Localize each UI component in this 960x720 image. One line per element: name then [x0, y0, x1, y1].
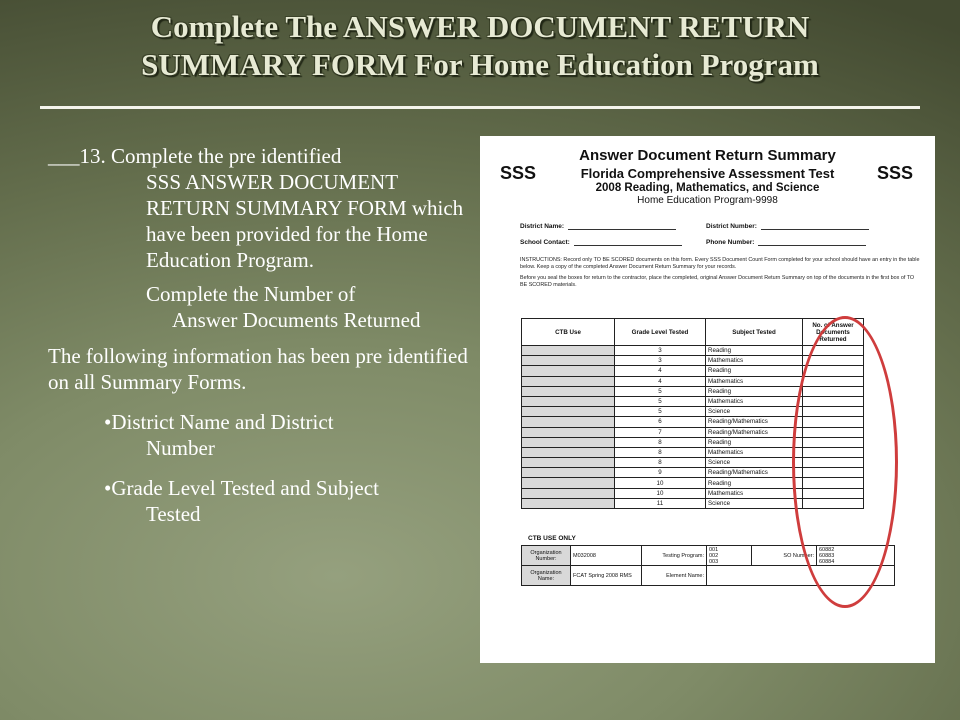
step-13 — [48, 143, 468, 273]
sub-step-line1: Complete the Number of — [146, 282, 356, 306]
phone-number-label: Phone Number: — [706, 239, 755, 246]
highlight-ellipse — [792, 316, 898, 608]
subject-cell: Mathematics — [706, 376, 803, 386]
col-ctb-use: CTB Use — [522, 319, 615, 346]
ctb-use-cell — [522, 427, 615, 437]
subject-cell: Mathematics — [706, 396, 803, 406]
form-instructions-2: Before you seal the boxes for return to the contractor, place the completed, original Answer Document Return Summary on top of the documents in the first box of TO BE SCORED materials. — [520, 275, 915, 288]
subject-cell: Mathematics — [706, 447, 803, 457]
grade-cell: 5 — [615, 407, 706, 417]
district-number-label: District Number: — [706, 223, 757, 230]
org-number-value: M032008 — [571, 546, 642, 566]
ctb-use-cell — [522, 437, 615, 447]
org-name-label: Organization Name: — [522, 566, 571, 586]
ctb-use-cell — [522, 346, 615, 356]
step-number: ___13. — [48, 144, 106, 168]
form-instructions: INSTRUCTIONS: Record only TO BE SCORED documents on this form. Every SSS Document Count Form completed for your school should have an entry in the table below. Keep a copy of the completed Answer Document Return Summary for your records. — [520, 257, 920, 270]
subject-cell: Reading/Mathematics — [706, 417, 803, 427]
ctb-use-cell — [522, 478, 615, 488]
grade-cell: 10 — [615, 478, 706, 488]
form-subtitle-row — [480, 163, 935, 183]
grade-cell: 8 — [615, 458, 706, 468]
bullet-district-line1: •District Name and District — [104, 410, 334, 434]
bullet-grade-line1: •Grade Level Tested and Subject — [104, 476, 379, 500]
bullet-district — [104, 409, 468, 461]
school-contact-field — [520, 239, 682, 246]
ctb-use-cell — [522, 417, 615, 427]
district-name-label: District Name: — [520, 223, 565, 230]
subject-cell: Science — [706, 407, 803, 417]
form-subtitle-2: 2008 Reading, Mathematics, and Science — [595, 182, 820, 194]
testing-program-3: 003 — [709, 558, 719, 565]
ctb-use-cell — [522, 366, 615, 376]
testing-program-values — [707, 546, 752, 566]
title-divider — [40, 106, 920, 109]
sss-left-label: SSS — [500, 163, 537, 183]
form-title: Answer Document Return Summary — [579, 147, 836, 164]
grade-cell: 6 — [615, 417, 706, 427]
sub-step-rest: Answer Documents Returned — [172, 308, 421, 332]
grade-cell: 10 — [615, 488, 706, 498]
ctb-use-only-label: CTB USE ONLY — [528, 535, 576, 542]
subject-cell: Reading — [706, 346, 803, 356]
step-lead: Complete the pre identified — [111, 144, 342, 168]
slide-body — [48, 143, 468, 541]
so-number-1: 60882 — [819, 546, 835, 553]
form-fields — [480, 223, 935, 253]
subject-cell: Mathematics — [706, 488, 803, 498]
grade-cell: 7 — [615, 427, 706, 437]
so-number-label: SO Number: — [752, 546, 817, 566]
bullet-grade — [104, 475, 468, 527]
grade-cell: 5 — [615, 396, 706, 406]
testing-program-1: 001 — [709, 546, 719, 553]
district-name-field — [520, 223, 676, 230]
ctb-use-cell — [522, 407, 615, 417]
sss-right-label: SSS — [876, 163, 913, 183]
grade-cell: 4 — [615, 366, 706, 376]
grade-cell: 3 — [615, 356, 706, 366]
testing-program-label: Testing Program: — [642, 546, 707, 566]
grade-cell: 4 — [615, 376, 706, 386]
subject-cell: Reading — [706, 366, 803, 376]
grade-cell: 8 — [615, 437, 706, 447]
subject-cell: Reading — [706, 478, 803, 488]
bullet-grade-line2: Tested — [146, 502, 201, 526]
testing-program-2: 002 — [709, 552, 719, 559]
ctb-use-cell — [522, 488, 615, 498]
subject-cell: Reading/Mathematics — [706, 427, 803, 437]
slide-title — [0, 8, 960, 84]
col-count: No. of Answer Documents Returned — [803, 319, 864, 346]
ctb-use-cell — [522, 447, 615, 457]
summary-form-image — [480, 136, 935, 663]
grade-cell: 9 — [615, 468, 706, 478]
grade-cell: 5 — [615, 386, 706, 396]
ctb-use-cell — [522, 376, 615, 386]
ctb-use-cell — [522, 356, 615, 366]
ctb-use-cell — [522, 468, 615, 478]
col-grade: Grade Level Tested — [615, 319, 706, 346]
subject-cell: Science — [706, 458, 803, 468]
so-number-3: 60884 — [819, 558, 835, 565]
org-name-value: FCAT Spring 2008 RMS — [571, 566, 642, 586]
so-number-2: 60883 — [819, 552, 835, 559]
table-header-row — [522, 319, 864, 346]
form-header — [480, 147, 935, 206]
grade-cell: 8 — [615, 447, 706, 457]
ctb-use-cell — [522, 458, 615, 468]
subject-cell: Reading — [706, 437, 803, 447]
form-subtitle: Florida Comprehensive Assessment Test — [580, 166, 835, 181]
school-contact-label: School Contact: — [520, 239, 570, 246]
grade-cell: 3 — [615, 346, 706, 356]
form-program: Home Education Program-9998 — [637, 195, 778, 206]
info-paragraph: The following information has been pre identified on all Summary Forms. — [48, 344, 468, 394]
ctb-use-cell — [522, 396, 615, 406]
sub-step — [146, 281, 468, 333]
step-description: SSS ANSWER DOCUMENT RETURN SUMMARY FORM which have been provided for the Home Education Program. — [146, 170, 464, 272]
grade-cell: 11 — [615, 498, 706, 508]
element-name-label: Element Name: — [642, 566, 707, 586]
title-line-2: SUMMARY FORM For Home Education Program — [141, 47, 819, 82]
org-number-label: Organization Number: — [522, 546, 571, 566]
subject-cell: Science — [706, 498, 803, 508]
title-line-1: Complete The ANSWER DOCUMENT RETURN — [150, 9, 810, 44]
subject-cell: Reading/Mathematics — [706, 468, 803, 478]
ctb-use-cell — [522, 498, 615, 508]
bullet-district-line2: Number — [146, 436, 215, 460]
subject-cell: Mathematics — [706, 356, 803, 366]
subject-cell: Reading — [706, 386, 803, 396]
phone-number-field — [706, 239, 866, 246]
ctb-use-cell — [522, 386, 615, 396]
district-number-field — [706, 223, 869, 230]
col-subject: Subject Tested — [706, 319, 803, 346]
